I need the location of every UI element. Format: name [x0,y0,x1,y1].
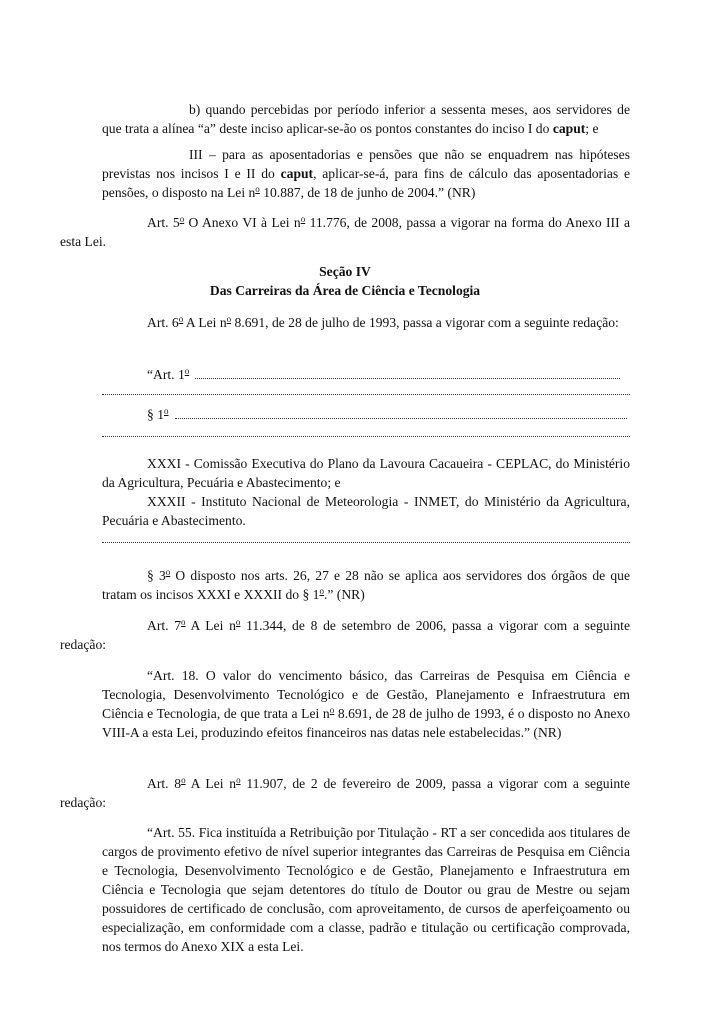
paragraph-text: 8.691, de 28 de julho de 1993, é o disposto no Anexo VIII-A a esta Lei, produzindo efeitos financeiros nas datas nele estabelecidas.” (NR) [102,706,630,740]
paragraph-text: O disposto nos arts. 26, 27 e 28 não se aplica aos servidores dos órgãos de que tratam os incisos XXXI e XXXII do § 1 [102,568,630,602]
paragraph-text: 11.776, de 2008, passa a vigorar na forma do Anexo III a esta Lei. [60,215,630,249]
caput-term: caput [552,121,586,136]
dotted-leader [175,418,627,419]
paragraph-text: Art. 8 [147,776,182,791]
paragraph-text: A Lei n [183,315,227,330]
ordinal-sup: o [179,214,185,224]
ordinal-sup: o [184,366,190,376]
inciso-xxxii: XXXII - Instituto Nacional de Meteorologia - INMET, do Ministério da Agricultura, Pecuária e Abastecimento. [102,494,630,528]
paragraph-text: 10.887, de 18 de junho de 2004.” (NR) [259,185,476,200]
paragraph-art-18 [102,666,630,742]
dotted-separator [102,426,630,437]
ordinal-sup: o [178,314,184,324]
paragraph-text: § 1 [147,407,164,422]
paragraph-text: Art. 7 [147,618,182,633]
paragraph-text: O Anexo VI à Lei n [184,215,301,230]
paragraph-text: Art. 6 [147,315,179,330]
ordinal-sup: o [164,406,169,416]
paragraph-text: , aplicar-se-á, para fins de cálculo das aposentadorias e pensões, o disposto na Lei n [102,166,630,200]
paragraph-art-5 [60,213,630,251]
paragraph-text: “Art. 18. O valor do vencimento básico, das Carreiras de Pesquisa em Ciência e Tecnologia, Desenvolvimento Tecnológico e de Gestão, Planejamento e Infraestrutura em Ciência e Tecnologia, de que trata a Lei n [102,668,630,721]
paragraph-art-55: “Art. 55. Fica instituída a Retribuição por Titulação - RT a ser concedida aos titulares de cargos de provimento efetivo de nível superior integrantes das Carreiras de Pesquisa em Ciência e Tecnologia, Desenvolvimento Tecnológico e de Gestão, Planejamento e Infraestrutura em Ciência e Tecnologia que sejam detentores do título de Doutor ou grau de Mestre ou sejam possuidores de certificado de conclusão, com aproveitamento, de cursos de aperfeiçoamento ou especialização, em conformidade com a classe, padrão e titulação ou certificação comprovada, nos termos do Anexo XIX a esta Lei. [102,825,630,954]
paragraph-text: Art. 5 [147,215,180,230]
paragraph-text: ; e [585,121,599,136]
paragraph-text: A Lei n [185,618,236,633]
paragraph-1-line [102,405,630,424]
paragraph-text: 11.344, de 8 de setembro de 2006, passa a vigorar com a seguinte redação: [60,618,630,652]
paragraph-text: § 3 [147,568,166,583]
section-title: Seção IV [319,264,371,279]
paragraph-text: 11.907, de 2 de fevereiro de 2009, passa a vigorar com a seguinte redação: [60,776,630,810]
paragraph-text: III – para as aposentadorias e pensões que não se enquadrem nas hipóteses previstas nos incisos I e II do [102,147,630,181]
ordinal-sup: o [329,705,335,715]
ordinal-sup: o [226,314,232,324]
dotted-separator [102,384,630,395]
paragraph-3 [102,566,630,604]
ordinal-sup: o [255,184,260,194]
ordinal-sup: o [300,214,306,224]
section-subtitle: Das Carreiras da Área de Ciência e Tecnologia [209,283,481,298]
paragraph-text: A Lei n [185,776,237,791]
ordinal-sup: o [181,617,186,627]
caput-term: caput [280,166,314,181]
paragraph-text: .” (NR) [323,587,365,602]
ordinal-sup: o [235,617,241,627]
paragraph-art-6 [102,313,630,332]
paragraph-text: b) quando percebidas por período inferior a sessenta meses, aos servidores de que trata a alínea “a” deste inciso aplicar-se-ão os pontos constantes do inciso I do [102,102,630,136]
ordinal-sup: o [236,775,241,785]
paragraph-text: 8.691, de 28 de julho de 1993, passa a vigorar com a seguinte redação: [231,315,619,330]
ordinal-sup: o [181,775,186,785]
dotted-separator [102,532,630,543]
paragraph-art-8 [60,774,630,812]
dotted-leader [195,378,620,379]
inciso-xxxi: XXXI - Comissão Executiva do Plano da Lavoura Cacaueira - CEPLAC, do Ministério da Agricultura, Pecuária e Abastecimento; e [102,456,630,490]
ordinal-sup: o [319,586,324,596]
paragraph-alinea-b [102,100,630,138]
ordinal-sup: o [165,567,171,577]
paragraph-inciso-iii [102,145,630,202]
art-1-line [102,365,630,384]
paragraph-art-7 [60,616,630,654]
paragraph-text: “Art. 1 [147,367,185,382]
